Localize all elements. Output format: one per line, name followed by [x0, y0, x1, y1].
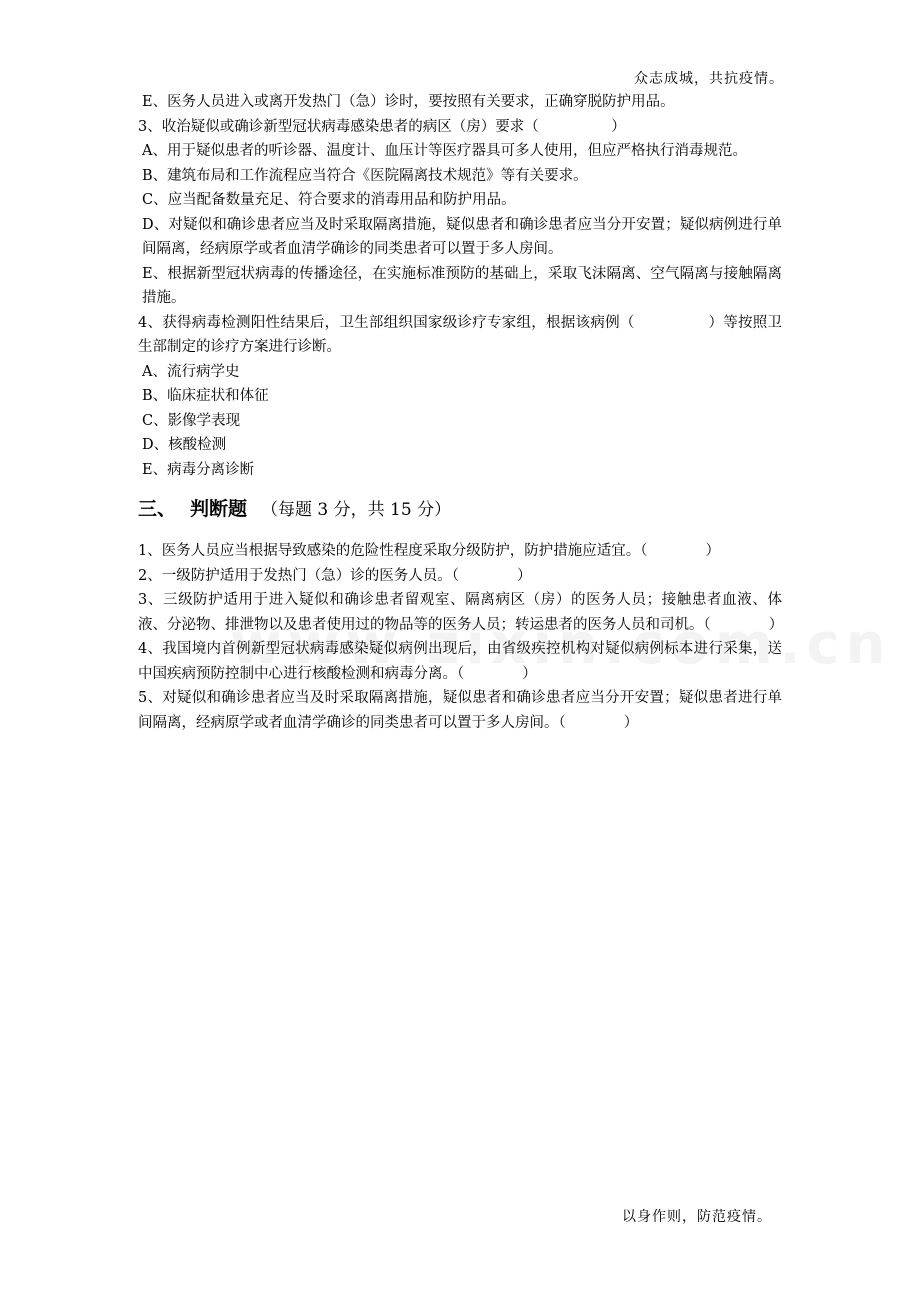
document-body: [138, 90, 782, 735]
q2-option-e: E、医务人员进入或离开发热门（急）诊时，要按照有关要求，正确穿脱防护用品。: [142, 94, 675, 110]
q3-option-a: A、用于疑似患者的听诊器、温度计、血压计等医疗器具可多人使用，但应严格执行消毒规范。: [142, 143, 747, 159]
q4-option-d: D、核酸检测: [142, 437, 227, 453]
section-heading: [138, 496, 782, 523]
q4-option-e: E、病毒分离诊断: [142, 461, 255, 478]
section-score-note: （每题 3 分，共 15 分）: [261, 500, 452, 520]
q3-option-d: D、对疑似和确诊患者应当及时采取隔离措施，疑似患者和确诊患者应当分开安置；疑似病例进行单间隔离，经病原学或者血清学确诊的同类患者可以置于多人房间。: [142, 216, 782, 257]
judge-item-1: 1、医务人员应当根据导致感染的危险性程度采取分级防护，防护措施应适宜。（ ）: [138, 543, 720, 559]
judge-item-2: 2、一级防护适用于发热门（急）诊的医务人员。（ ）: [138, 567, 532, 584]
q4-option-c: C、影像学表现: [142, 412, 241, 429]
judge-item-4: 4、我国境内首例新型冠状病毒感染疑似病例出现后，由省级疾控机构对疑似病例标本进行采集，送中国疾病预防控制中心进行核酸检测和病毒分离。（ ）: [138, 641, 782, 682]
q4-option-b: B、临床症状和体征: [142, 388, 269, 404]
q3-option-b: B、建筑布局和工作流程应当符合《医院隔离技术规范》等有关要求。: [142, 167, 588, 184]
judge-item-3: 3、三级防护适用于进入疑似和确诊患者留观室、隔离病区（房）的医务人员；接触患者血液、体液、分泌物、排泄物以及患者使用过的物品等的医务人员；转运患者的医务人员和司机。（ ）: [138, 592, 784, 633]
q4-stem: 4、获得病毒检测阳性结果后，卫生部组织国家级诊疗专家组，根据该病例（ ）等按照卫生部制定的诊疗方案进行诊断。: [138, 314, 782, 355]
q3-stem: 3、收治疑似或确诊新型冠状病毒感染患者的病区（房）要求（ ）: [138, 118, 626, 135]
section-title: 判断题: [190, 498, 248, 520]
header-slogan: 众志成城，共抗疫情。: [634, 71, 784, 87]
q3-option-c: C、应当配备数量充足、符合要求的消毒用品和防护用品。: [142, 192, 516, 208]
judge-item-5: 5、对疑似和确诊患者应当及时采取隔离措施，疑似患者和确诊患者应当分开安置；疑似患者进行单间隔离，经病原学或者血清学确诊的同类患者可以置于多人房间。（ ）: [138, 690, 782, 731]
footer-slogan: 以身作则，防范疫情。: [622, 1209, 772, 1225]
q3-option-e: E、根据新型冠状病毒的传播途径，在实施标准预防的基础上，采取飞沫隔离、空气隔离与接触隔离措施。: [142, 265, 782, 306]
section-number: 三、: [138, 498, 177, 520]
q4-option-a: A、流行病学史: [142, 363, 240, 380]
